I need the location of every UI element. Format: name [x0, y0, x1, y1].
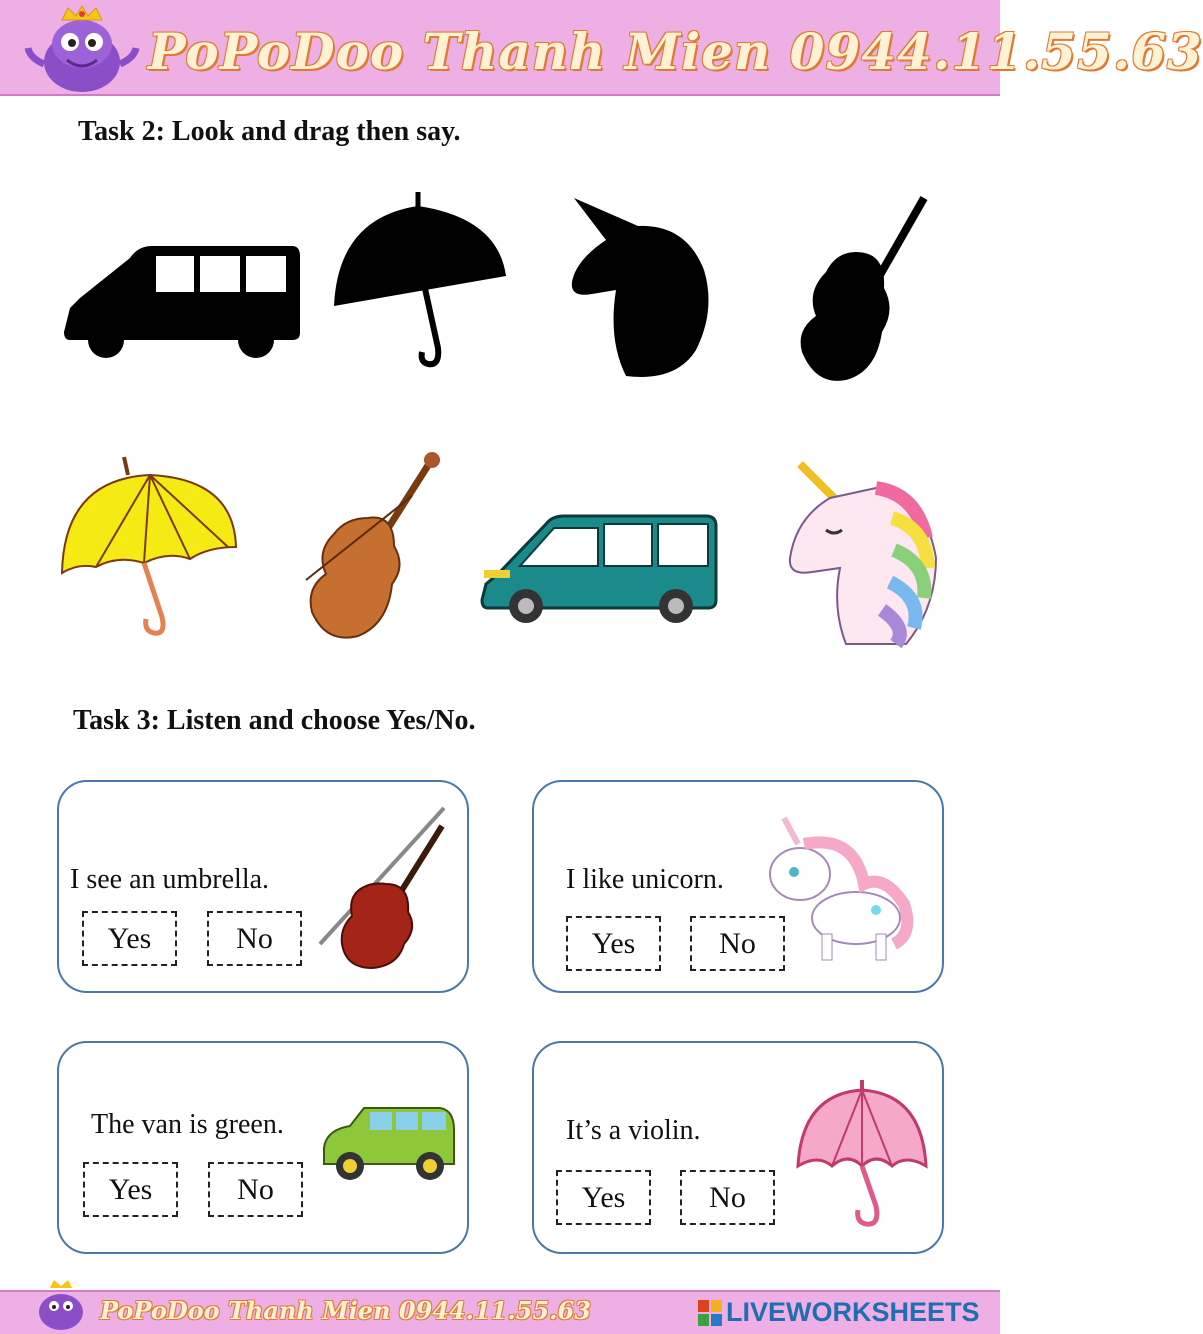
card-1-no-option[interactable]: No — [207, 911, 302, 966]
card-4-no-option[interactable]: No — [680, 1170, 775, 1225]
popodoo-mascot-icon — [22, 2, 142, 94]
task3-title: Task 3: Listen and choose Yes/No. — [73, 705, 476, 736]
liveworksheets-logo-icon — [698, 1300, 722, 1326]
header-title: PoPoDoo Thanh Mien 0944.11.55.63 — [148, 22, 1203, 81]
van-silhouette-target[interactable] — [60, 238, 300, 358]
popodoo-mascot-small-icon — [28, 1278, 94, 1332]
card-3-no-option[interactable]: No — [208, 1162, 303, 1217]
card-4-yes-option[interactable]: Yes — [556, 1170, 651, 1225]
footer-title: PoPoDoo Thanh Mien 0944.11.55.63 — [100, 1296, 591, 1325]
card-4-sentence: It’s a violin. — [566, 1115, 701, 1146]
card-2-no-option[interactable]: No — [690, 916, 785, 971]
unicorn-silhouette-target[interactable] — [566, 190, 716, 382]
liveworksheets-brand[interactable]: LIVEWORKSHEETS — [726, 1297, 980, 1327]
task2-title: Task 2: Look and drag then say. — [78, 116, 461, 147]
card-1-sentence: I see an umbrella. — [70, 864, 270, 895]
card-3-sentence: The van is green. — [91, 1109, 284, 1140]
violin-draggable[interactable] — [302, 448, 444, 644]
card-1-yes-option[interactable]: Yes — [82, 911, 177, 966]
violin-picture — [312, 804, 452, 970]
card-2-sentence: I like unicorn. — [566, 864, 724, 895]
violin-silhouette-target[interactable] — [796, 192, 936, 387]
umbrella-draggable[interactable] — [58, 455, 240, 637]
umbrella-picture — [796, 1080, 930, 1228]
card-3-yes-option[interactable]: Yes — [83, 1162, 178, 1217]
unicorn-draggable[interactable] — [786, 458, 946, 648]
car-picture — [320, 1104, 458, 1184]
umbrella-silhouette-target[interactable] — [328, 188, 510, 373]
van-draggable[interactable] — [480, 512, 720, 624]
unicorn-picture — [764, 814, 916, 966]
card-2-yes-option[interactable]: Yes — [566, 916, 661, 971]
